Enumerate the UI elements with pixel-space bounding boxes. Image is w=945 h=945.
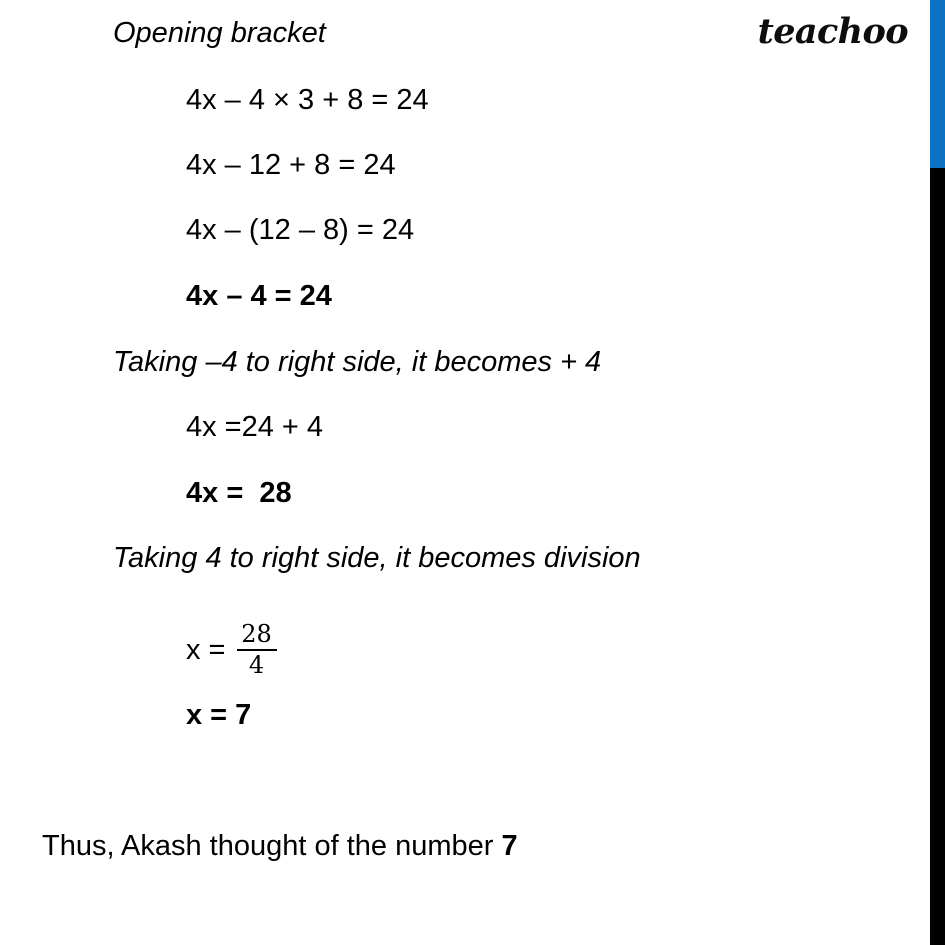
conclusion-prefix: Thus, Akash thought of the number: [42, 830, 502, 862]
equation-step-1: 4x – 4 × 3 + 8 = 24: [186, 84, 429, 116]
note-taking-4-division: Taking 4 to right side, it becomes division: [113, 542, 641, 574]
teachoo-logo: teachoo: [757, 11, 908, 52]
fraction-numerator: 28: [241, 620, 272, 648]
conclusion-answer: 7: [501, 830, 518, 862]
equation-step-6: 4x = 28: [186, 477, 292, 509]
section-heading-opening-bracket: Opening bracket: [113, 17, 326, 49]
equation-step-4: 4x – 4 = 24: [186, 280, 332, 312]
fraction-denominator: 4: [248, 650, 265, 679]
fraction-lhs: x =: [186, 634, 234, 667]
equation-final-answer: x = 7: [186, 699, 252, 731]
fraction-28-over-4: [237, 621, 277, 679]
right-edge-accent-bar: [930, 0, 945, 945]
equation-step-3: 4x – (12 – 8) = 24: [186, 214, 415, 246]
equation-step-2: 4x – 12 + 8 = 24: [186, 149, 396, 181]
conclusion-line: [42, 831, 518, 861]
equation-step-fraction: [186, 622, 277, 680]
accent-bar-dark-segment: [930, 168, 945, 945]
accent-bar-blue-segment: [930, 0, 945, 168]
note-taking-minus-4: Taking –4 to right side, it becomes + 4: [113, 346, 602, 378]
equation-step-5: 4x =24 + 4: [186, 411, 324, 443]
